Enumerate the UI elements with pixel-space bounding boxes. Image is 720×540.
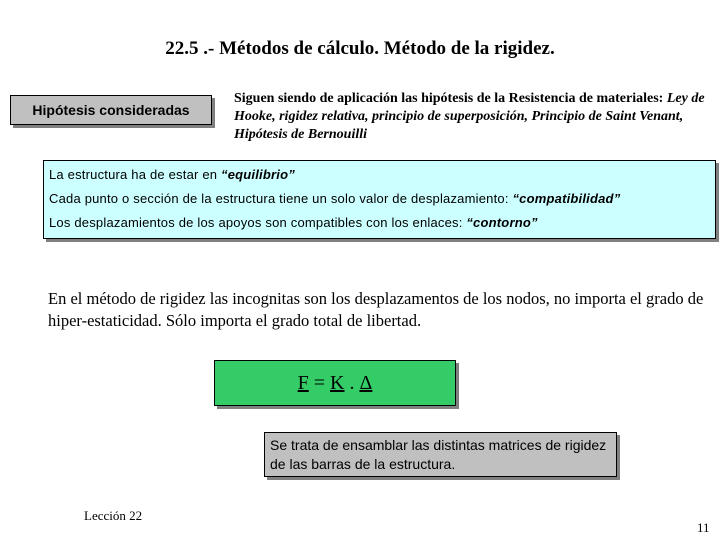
condition-text: Los desplazamientos de los apoyos son compatibles con los enlaces: xyxy=(49,215,467,230)
formula-displacement: Δ xyxy=(359,371,373,394)
intro-lead: Siguen siendo de aplicación las hipótesis de la Resistencia de materiales: xyxy=(234,91,667,106)
condition-term: “contorno” xyxy=(466,215,538,230)
condition-boundary xyxy=(49,213,715,237)
page-number: 11 xyxy=(697,520,710,535)
assembly-note: Se trata de ensamblar las distintas matrices de rigidez de las barras de la estructura. xyxy=(270,437,607,472)
conditions-box xyxy=(43,160,716,239)
intro-items: Ley de Hooke, rigidez relativa, principio de superposición, Principio de Saint Venant, Hipótesis de Bernouilli xyxy=(234,91,705,142)
formula-equals: = xyxy=(308,371,331,394)
condition-equilibrium xyxy=(49,165,715,189)
condition-text: Cada punto o sección de la estructura tiene un solo valor de desplazamiento: xyxy=(49,191,513,206)
formula-dot: . xyxy=(344,371,360,394)
condition-term: “compatibilidad” xyxy=(512,191,621,206)
hypotheses-label-box xyxy=(10,95,212,125)
condition-text: La estructura ha de estar en xyxy=(49,167,222,182)
hypotheses-intro xyxy=(234,90,714,144)
slide-title: 22.5 .- Métodos de cálculo. Método de la rigidez. xyxy=(165,38,555,59)
condition-compatibility xyxy=(49,189,715,213)
condition-term: “equilibrio” xyxy=(221,167,295,182)
assembly-note-box xyxy=(264,432,617,477)
formula-box xyxy=(214,360,456,406)
rigidity-paragraph: En el método de rigidez las incognitas son los desplazamentos de los nodos, no importa el grado de hiper-estaticidad. Sólo importa el grado total de libertad. xyxy=(48,289,704,330)
hypotheses-label: Hipótesis consideradas xyxy=(32,102,190,118)
lesson-footer: Lección 22 xyxy=(84,508,143,523)
formula-force: F xyxy=(297,371,309,394)
formula-stiffness: K xyxy=(330,371,345,394)
